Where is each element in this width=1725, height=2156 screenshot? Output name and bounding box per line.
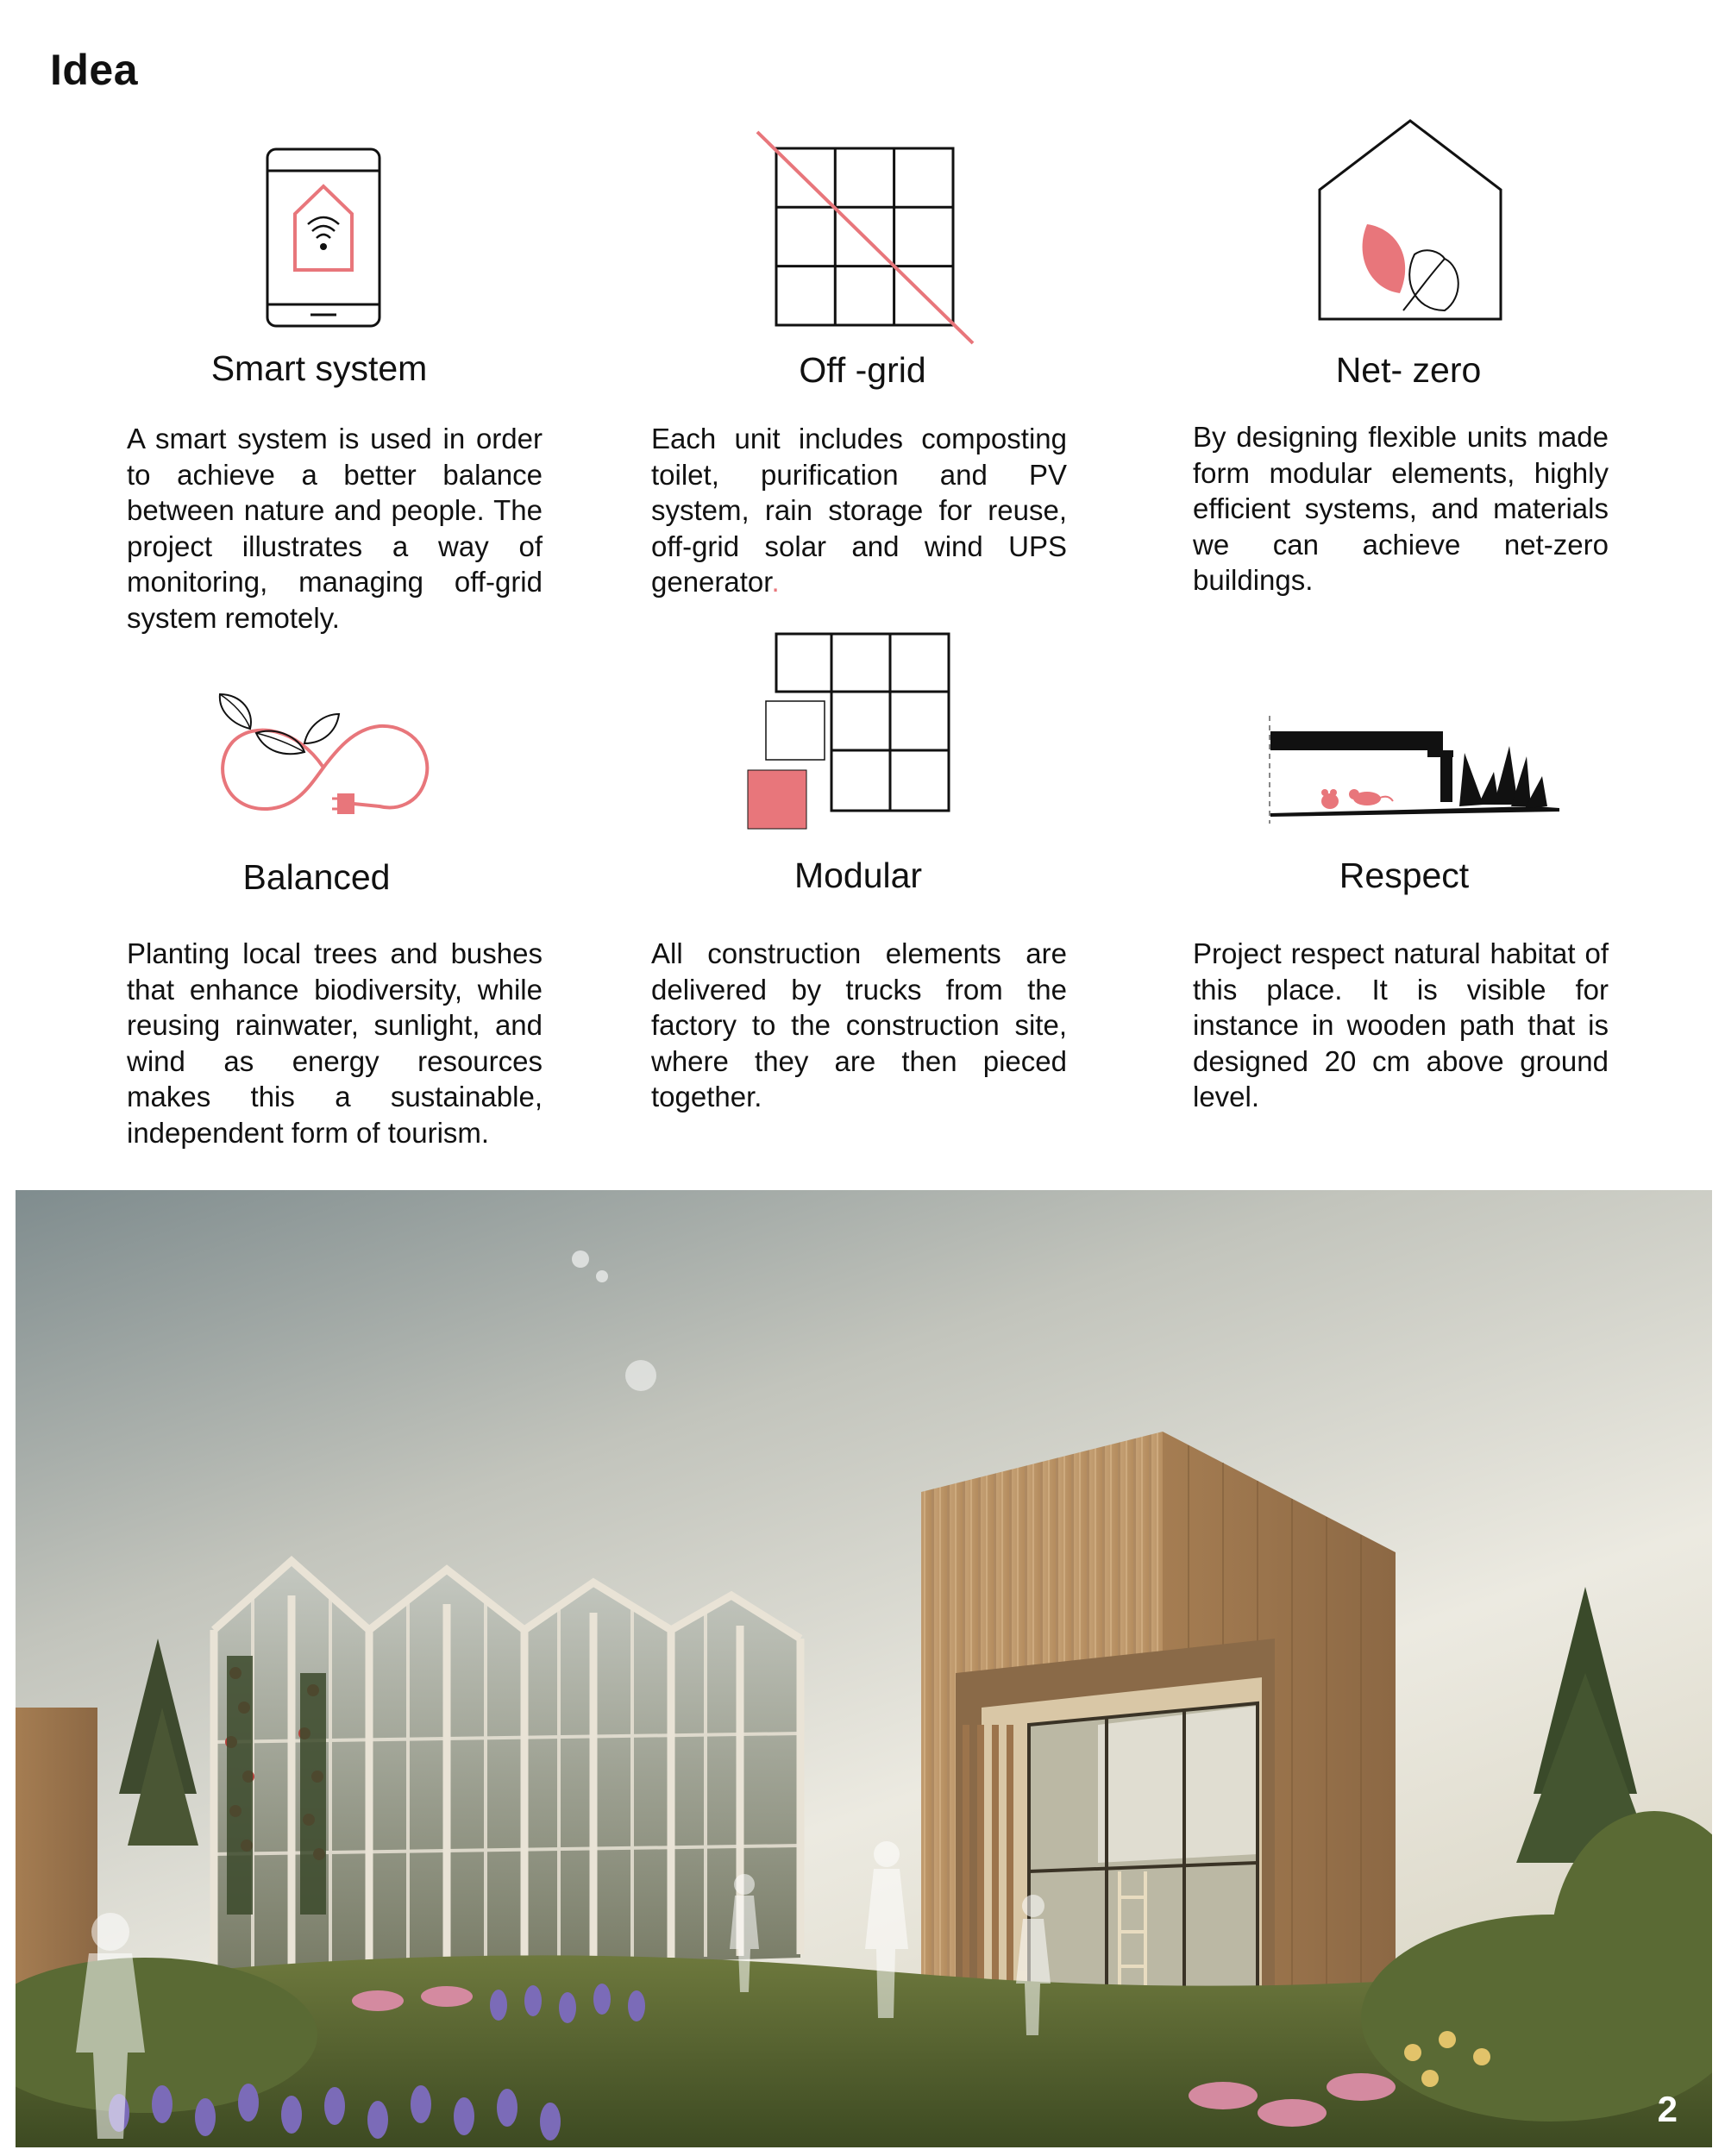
raised-path-animals-icon <box>1268 711 1561 828</box>
off-grid-text-body: Each unit includes composting toilet, purification and PV system, rain storage for reuse, off-grid solar and wind UPS generator <box>651 423 1067 598</box>
smart-system-heading: Smart system <box>210 348 428 388</box>
modular-heading: Modular <box>794 856 923 895</box>
balanced-heading: Balanced <box>242 857 391 897</box>
architectural-render-image <box>16 1190 1712 2147</box>
smart-system-text: A smart system is used in order to achieve a better balance between nature and people. The project illustrates a way of monitoring, managing off-grid system remotely. <box>127 423 543 634</box>
crossed-grid-icon <box>750 129 979 349</box>
smartphone-home-wifi-icon <box>263 145 384 330</box>
modular-text: All construction elements are delivered by trucks from the factory to the construction site, where they are then pieced together. <box>651 937 1067 1112</box>
infinity-plug-leaves-icon <box>203 690 444 819</box>
off-grid-heading: Off -grid <box>799 350 926 390</box>
respect-heading: Respect <box>1339 856 1470 895</box>
balanced-text: Planting local trees and bushes that enhance biodiversity, while reusing rainwater, sunlight, and wind as energy resources makes this a sustainable, independent form of tourism. <box>127 937 543 1149</box>
respect-text: Project respect natural habitat of this place. It is visible for instance in wooden path that is designed 20 cm above ground level. <box>1193 937 1609 1112</box>
net-zero-heading: Net- zero <box>1335 350 1482 390</box>
page-title: Idea <box>50 46 139 94</box>
off-grid-text <box>651 421 1067 600</box>
modular-grid-icon <box>743 630 959 832</box>
page-number: 2 <box>1657 2089 1678 2129</box>
net-zero-text: By designing flexible units made form modular elements, highly efficient systems, and materials we can achieve net-zero buildings. <box>1193 421 1609 596</box>
off-grid-text-accent: . <box>771 566 780 598</box>
house-leaves-icon <box>1315 116 1505 323</box>
